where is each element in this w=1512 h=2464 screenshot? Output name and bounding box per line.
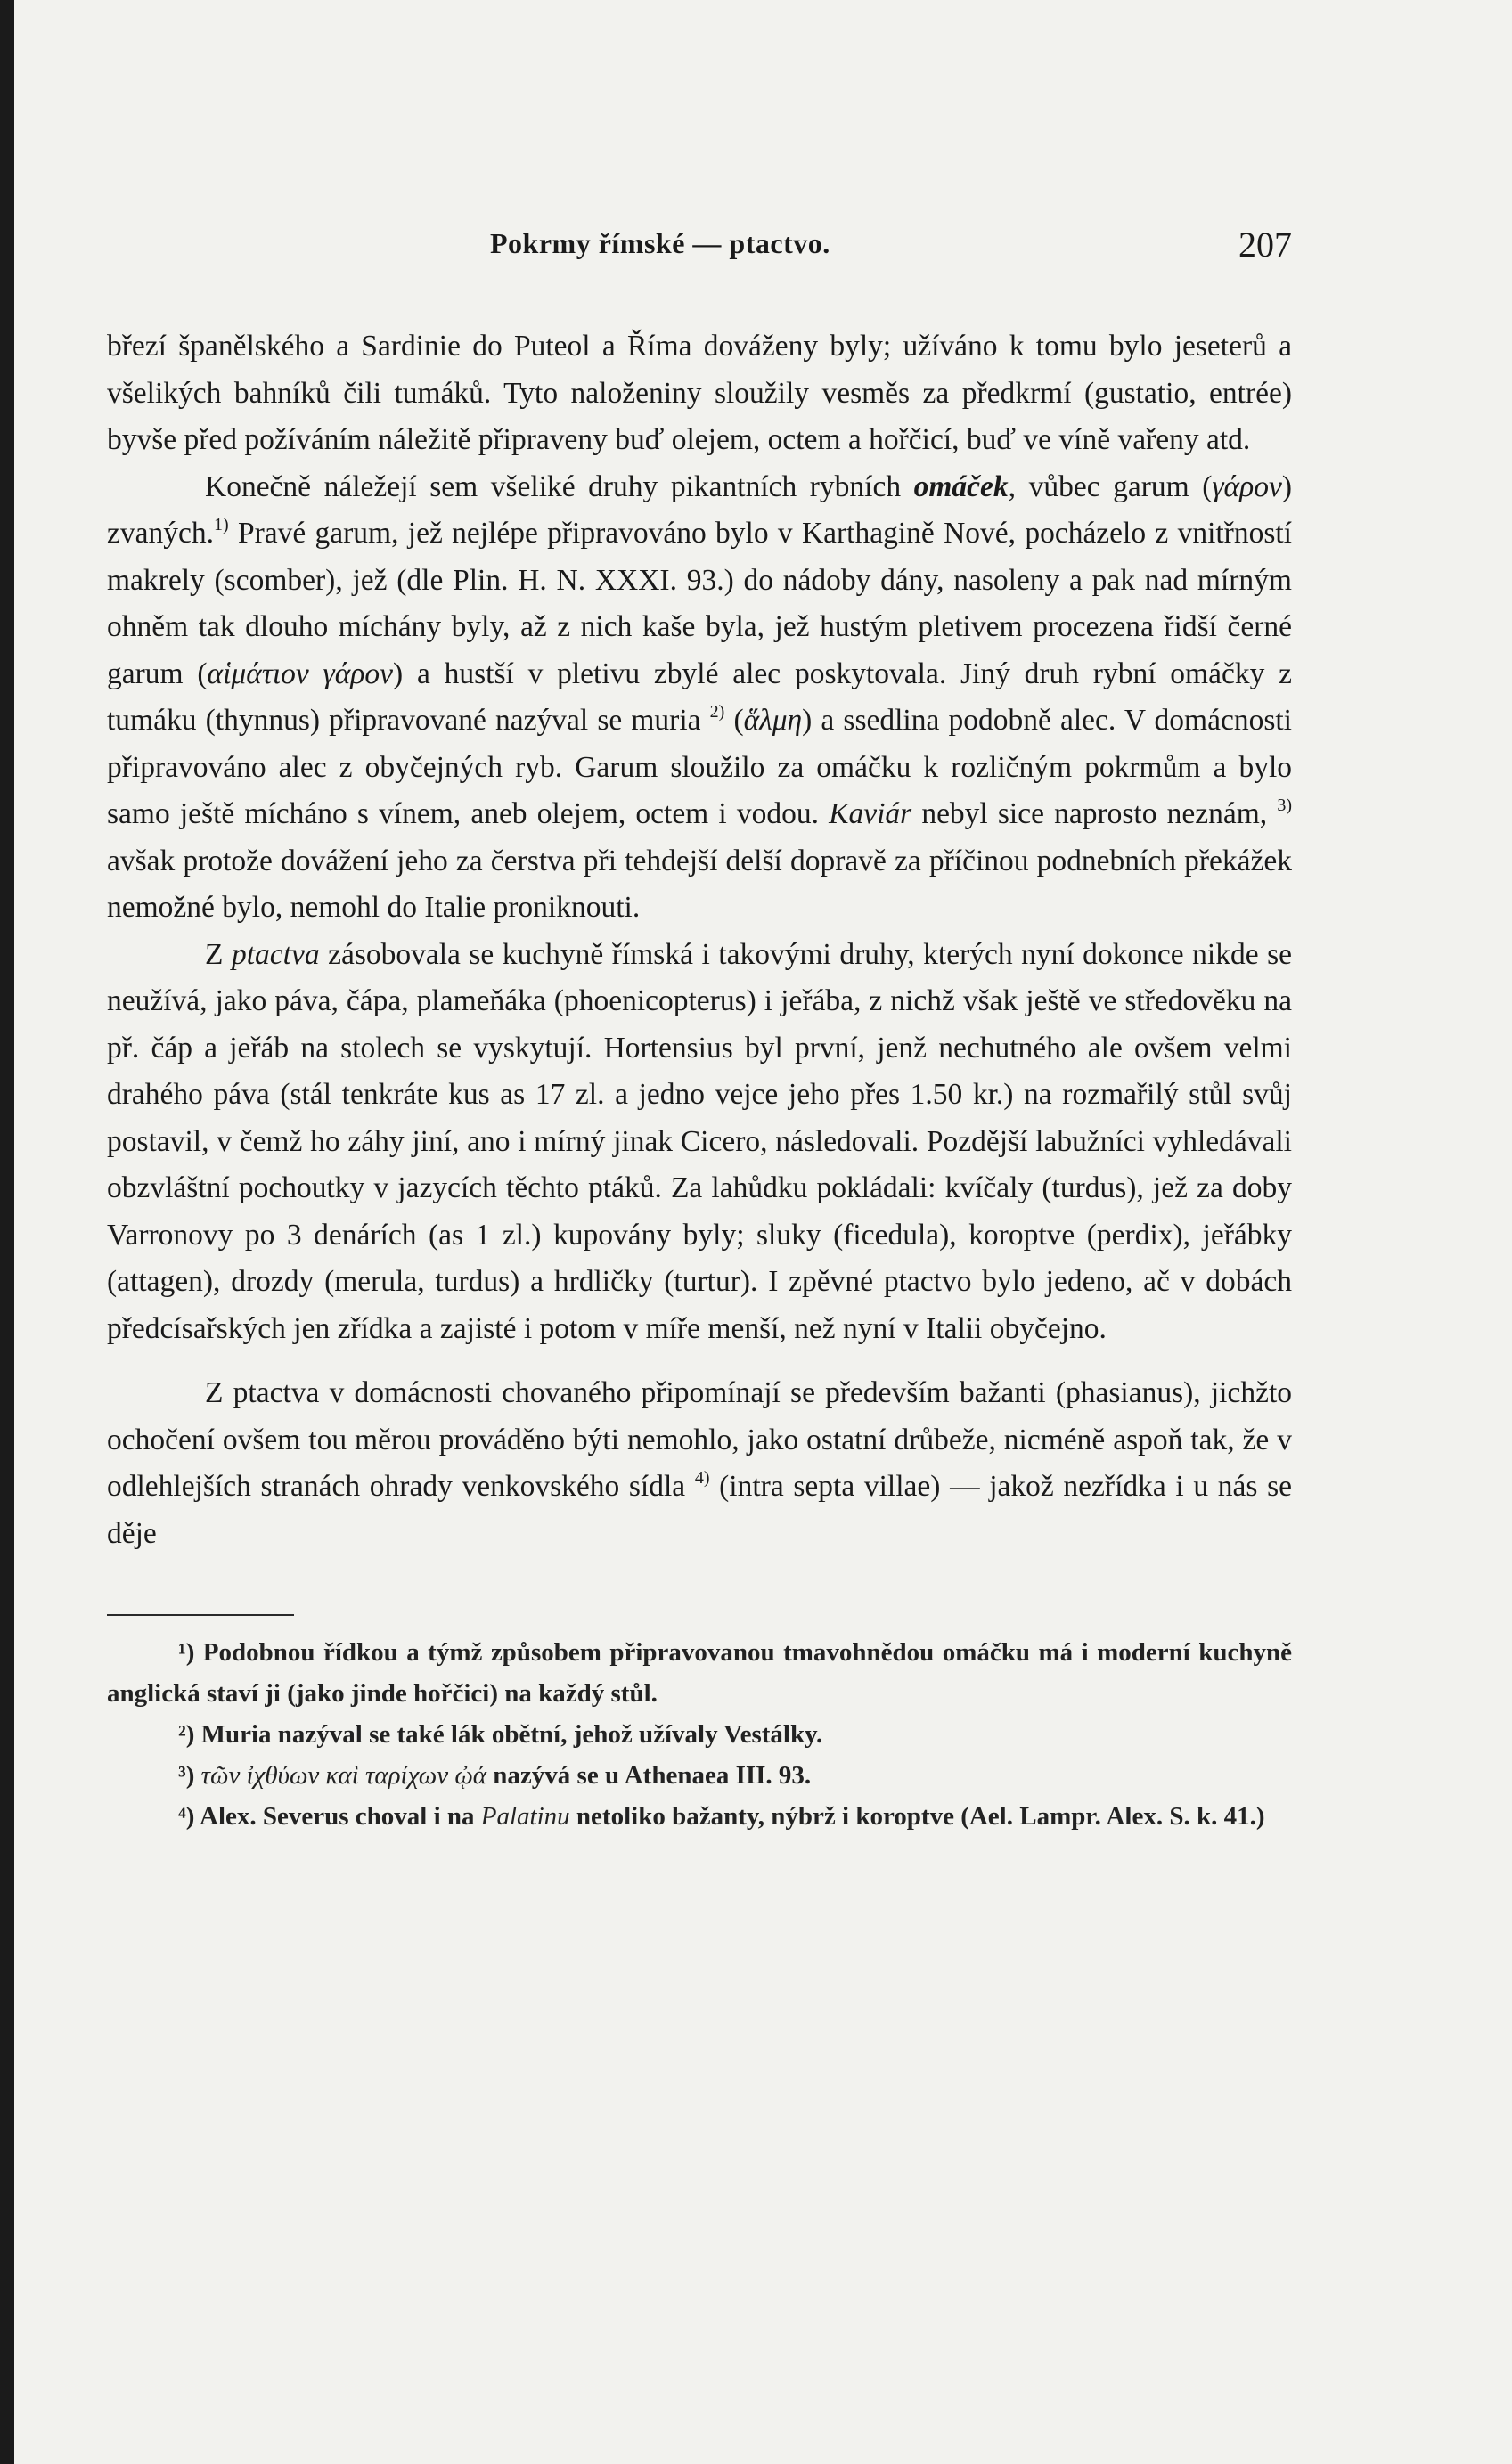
book-page	[107, 224, 1292, 1837]
body-text	[107, 323, 1292, 1557]
footnote-rule	[107, 1614, 294, 1616]
footnotes	[107, 1632, 1292, 1837]
greek-garon: γάρον	[1212, 469, 1282, 503]
term-kaviar: Kaviár	[829, 797, 912, 830]
paragraph-3: Z ptactva zásobovala se kuchyně římská i takovými druhy, kterých nyní dokonce nikde se neužívá, jako páva, čápa, plameňáka (phoenicopterus) i jeřába, z nichž však ještě ve středověku na př. čáp a jeřáb na stolech se vyskytují. Hortensius byl první, jenž nechutného ale ovšem velmi drahého páva (stál tenkráte kus as 17 zl. a jedno vejce jeho přes 1.50 kr.) na rozmařilý stůl svůj postavil, v čemž ho záhy jiní, ano i mírný jinak Cicero, následovali. Pozdější labužníci vyhledávali obzvláštní pochoutky v jazycích těchto ptáků. Za lahůdku pokládali: kvíčaly (turdus), jež za doby Varronovy po 3 denárích (as 1 zl.) kupovány byly; sluky (ficedula), koroptve (perdix), jeřábky (attagen), drozdy (merula, turdus) a hrdličky (turtur). I zpěvné ptactvo bylo jedeno, ač v dobách předcísařských jen zřídka a zajisté i potom v míře menší, než nyní v Italii obyčejno.	[107, 937, 1292, 1345]
greek-halme: ἅλμη	[743, 704, 803, 737]
footnote-4: ⁴) Alex. Severus choval i na Palatinu netoliko bažanty, nýbrž i koroptve (Ael. Lampr. Alex. S. k. 41.)	[178, 1802, 1265, 1831]
greek-haimation: αἱμάτιον γάρον	[207, 657, 394, 690]
term-ptactva: ptactva	[231, 937, 320, 971]
term-palatinu: Palatinu	[480, 1802, 570, 1831]
greek-quote: τῶν ἰχθύων καὶ ταρίχων ᾠά	[200, 1761, 487, 1790]
footnote-ref-1: 1)	[213, 515, 229, 534]
footnote-2: ²) Muria nazýval se také lák obětní, jehož užívaly Vestálky.	[178, 1720, 823, 1749]
footnote-ref-4: 4)	[694, 1468, 710, 1488]
page-number: 207	[1238, 224, 1292, 265]
footnote-ref-3: 3)	[1277, 795, 1292, 815]
footnote-1: ¹) Podobnou řídkou a týmž způsobem připravovanou tmavohnědou omáčku má i moderní kuchyně anglická staví ji (jako jinde hořčici) na každý stůl.	[107, 1638, 1292, 1708]
running-title: Pokrmy římské — ptactvo.	[490, 227, 830, 259]
running-header	[107, 224, 1292, 281]
paragraph-2: Konečně náležejí sem všeliké druhy pikantních rybních omáček, vůbec garum (γάρον) zvaných.$^{1)}$ Pravé garum, jež nejlépe připravováno bylo v Karthagině Nové, pocházelo z vnitřností makrely (scomber), jež (dle Plin. H. N. XXXI. 93.) do nádoby dány, nasoleny a pak nad mírným ohněm tak dlouho míchány byly, až z nich kaše byla, jež hustým pletivem procezena řidší černé garum (αἱμάτιον γάρον) a hustší v pletivu zbylé alec poskytovala. Jiný druh rybní omáčky z tumáku (thynnus) připravované nazýval se muria $^{2)}$ (ἅλμη) a ssedlina podobně alec. V domácnosti připravováno alec z obyčejných ryb. Garum sloužilo za omáčku k rozličným pokrmům a bylo samo ještě mícháno s vínem, aneb olejem, octem i vodou. Kaviár nebyl sice naprosto neznám, $^{3)}$ avšak protože dovážení jeho za čerstva při tehdejší delší dopravě za příčinou podnebních překážek nemožné bylo, nemohl do Italie proniknouti.	[107, 469, 1292, 924]
paragraph-4: Z ptactva v domácnosti chovaného připomínají se především bažanti (phasianus), jichžto ochočení ovšem tou měrou prováděno býti nemohlo, jako ostatní drůbeže, nicméně aspoň tak, že v odlehlejších stranách ohrady venkovského sídla $^{4)}$ (intra septa villae) — jakož nezřídka i u nás se děje	[107, 1376, 1292, 1550]
paragraph-1: březí španělského a Sardinie do Puteol a Říma dováženy byly; užíváno k tomu bylo jeseterů a všelikých bahníků čili tumáků. Tyto naloženiny sloužily vesměs za předkrmí (gustatio, entrée) byvše před požíváním náležitě připraveny buď olejem, octem a hořčicí, buď ve víně vařeny atd.	[107, 330, 1292, 456]
footnote-ref-2: 2)	[709, 702, 725, 722]
footnote-3: ³) τῶν ἰχθύων καὶ ταρίχων ᾠά nazývá se u Athenaea III. 93.	[178, 1761, 812, 1790]
term-omacek: omáček	[913, 469, 1009, 503]
page-edge-shadow	[0, 0, 14, 2464]
